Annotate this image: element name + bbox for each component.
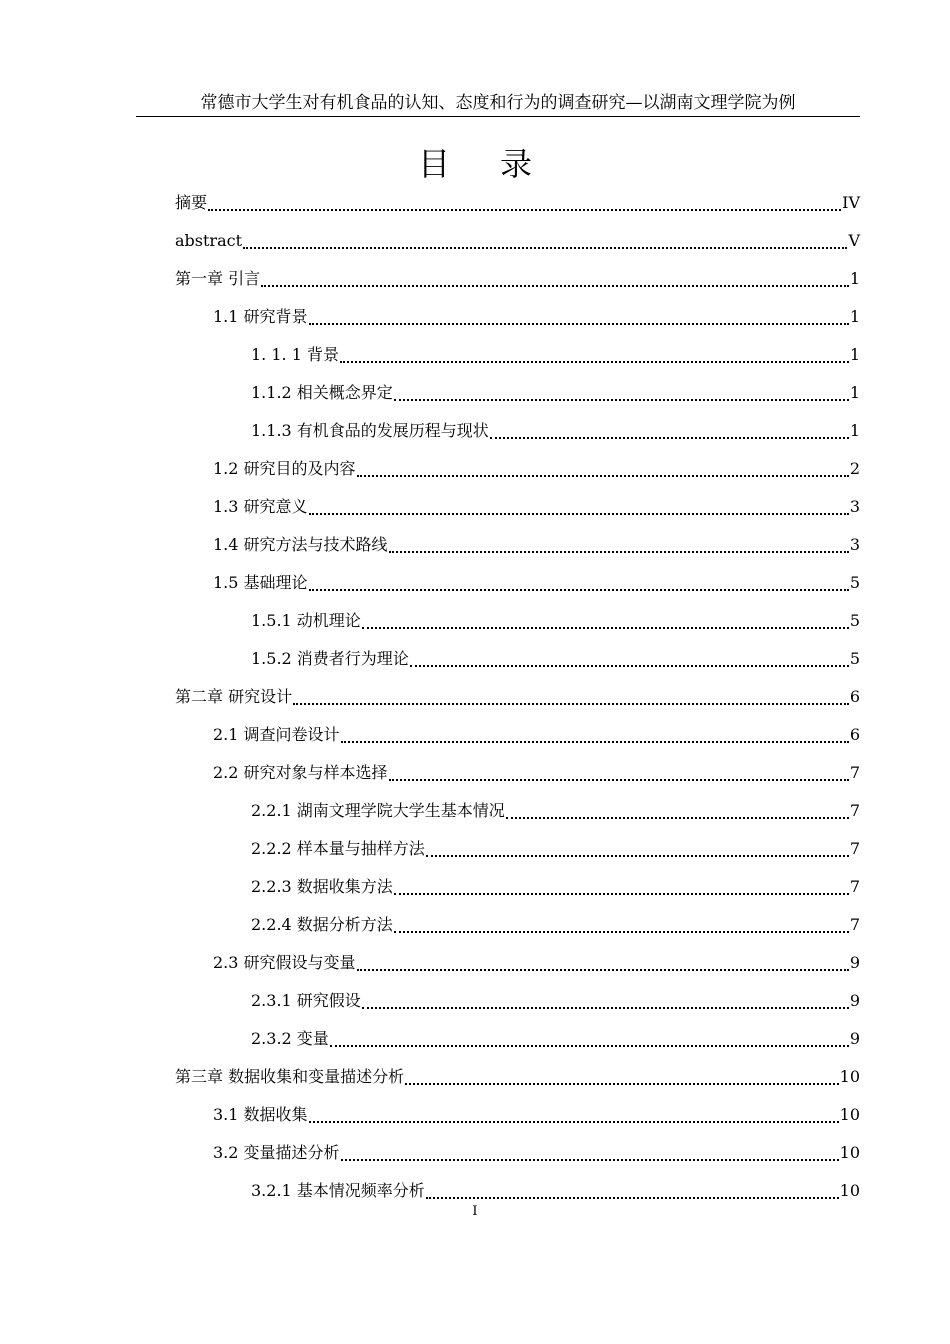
dot-leader (309, 493, 849, 515)
toc-entry-label: 摘要 (175, 193, 208, 212)
toc-entry-page: 7 (849, 839, 860, 858)
dot-leader (506, 797, 849, 819)
toc-entry[interactable] (213, 950, 860, 974)
toc-entry-label: 3.1 数据收集 (213, 1105, 308, 1124)
toc-entry[interactable] (175, 1064, 860, 1088)
toc-entry-label: 2.2 研究对象与样本选择 (213, 763, 388, 782)
dot-leader (394, 379, 849, 401)
toc-entry[interactable] (175, 266, 860, 290)
dot-leader (362, 607, 849, 629)
toc-entry[interactable] (213, 304, 860, 328)
toc-entry-page: 3 (849, 497, 860, 516)
toc-entry[interactable] (251, 342, 860, 366)
toc-entry-label: 3.2 变量描述分析 (213, 1143, 340, 1162)
toc-entry-page: 7 (849, 915, 860, 934)
toc-entry[interactable] (251, 874, 860, 898)
toc-entry-page: 6 (849, 687, 860, 706)
dot-leader (309, 1101, 839, 1123)
toc-entry-page: 1 (849, 307, 860, 326)
toc-entry-page: 5 (849, 573, 860, 592)
dot-leader (293, 683, 849, 705)
dot-leader (394, 911, 849, 933)
dot-leader (309, 303, 849, 325)
toc-entry[interactable] (251, 1178, 860, 1202)
dot-leader (309, 569, 849, 591)
toc-entry-label: 1.1.2 相关概念界定 (251, 383, 393, 402)
dot-leader (243, 227, 847, 249)
toc-title: 目录 (417, 145, 582, 183)
page-number: I (472, 1204, 478, 1219)
dot-leader (426, 1177, 839, 1199)
toc-entry-label: 1. 1. 1 背景 (251, 345, 339, 364)
toc-entry-label: 2.1 调查问卷设计 (213, 725, 340, 744)
toc-entry-label: 1.5.2 消费者行为理论 (251, 649, 409, 668)
toc-entry-label: 3.2.1 基本情况频率分析 (251, 1181, 425, 1200)
toc-entry-label: 2.2.4 数据分析方法 (251, 915, 393, 934)
toc-entry[interactable] (213, 570, 860, 594)
toc-entry[interactable] (251, 836, 860, 860)
toc-entry[interactable] (251, 646, 860, 670)
toc-entry[interactable] (175, 684, 860, 708)
toc-entry-label: 2.2.3 数据收集方法 (251, 877, 393, 896)
toc-entry-page: V (848, 231, 860, 250)
toc-entry[interactable] (251, 380, 860, 404)
toc-entry-page: 1 (849, 383, 860, 402)
toc-entry-label: 第二章 研究设计 (175, 687, 293, 706)
dot-leader (261, 265, 849, 287)
toc-entry[interactable] (251, 988, 860, 1012)
dot-leader (357, 949, 849, 971)
toc-entry-page: 3 (849, 535, 860, 554)
toc-entry[interactable] (213, 456, 860, 480)
toc-entry-page: 5 (849, 611, 860, 630)
toc-entry-page: 5 (849, 649, 860, 668)
toc-entry-page: IV (842, 193, 860, 212)
dot-leader (389, 759, 849, 781)
toc-entry-page: 9 (849, 991, 860, 1010)
dot-leader (490, 417, 849, 439)
dot-leader (340, 341, 849, 363)
toc-entry[interactable] (251, 608, 860, 632)
toc-entry[interactable] (251, 912, 860, 936)
dot-leader (341, 1139, 839, 1161)
toc-entry-label: 1.4 研究方法与技术路线 (213, 535, 388, 554)
toc-entry-page: 1 (849, 421, 860, 440)
toc-entry-page: 7 (849, 763, 860, 782)
toc-entry-page: 10 (839, 1143, 860, 1162)
dot-leader (410, 645, 849, 667)
toc-entry-page: 10 (839, 1181, 860, 1200)
toc-entry-page: 10 (839, 1105, 860, 1124)
toc-entry[interactable] (213, 1140, 860, 1164)
toc-entry[interactable] (251, 798, 860, 822)
toc-entry-label: 1.2 研究目的及内容 (213, 459, 356, 478)
dot-leader (330, 1025, 849, 1047)
toc-entry[interactable] (213, 722, 860, 746)
dot-leader (389, 531, 849, 553)
toc-entry-label: abstract (175, 231, 242, 250)
dot-leader (357, 455, 849, 477)
toc-entry-label: 1.5.1 动机理论 (251, 611, 361, 630)
toc-entry-label: 1.1.3 有机食品的发展历程与现状 (251, 421, 489, 440)
dot-leader (208, 189, 841, 211)
toc-entry-page: 10 (839, 1067, 860, 1086)
toc-entry-label: 第三章 数据收集和变量描述分析 (175, 1067, 405, 1086)
toc-entry[interactable] (251, 418, 860, 442)
toc-entry-page: 7 (849, 877, 860, 896)
toc-entry-label: 2.2.2 样本量与抽样方法 (251, 839, 425, 858)
toc-entry-page: 9 (849, 953, 860, 972)
toc-entry-page: 9 (849, 1029, 860, 1048)
toc-entry-label: 2.3 研究假设与变量 (213, 953, 356, 972)
toc-entry[interactable] (213, 532, 860, 556)
toc-entry-label: 2.3.2 变量 (251, 1029, 329, 1048)
dot-leader (362, 987, 849, 1009)
dot-leader (341, 721, 849, 743)
toc-entry-page: 6 (849, 725, 860, 744)
toc-entry-label: 2.3.1 研究假设 (251, 991, 361, 1010)
toc-entry-page: 1 (849, 345, 860, 364)
toc-entry-label: 1.1 研究背景 (213, 307, 308, 326)
toc-entry-label: 1.5 基础理论 (213, 573, 308, 592)
toc-entry[interactable] (175, 190, 860, 214)
dot-leader (426, 835, 849, 857)
toc-entry[interactable] (251, 1026, 860, 1050)
dot-leader (405, 1063, 839, 1085)
toc-entry[interactable] (213, 494, 860, 518)
toc-entry-page: 2 (849, 459, 860, 478)
toc-entry-page: 1 (849, 269, 860, 288)
toc-entry[interactable] (213, 1102, 860, 1126)
toc-entry-label: 1.3 研究意义 (213, 497, 308, 516)
toc-entry[interactable] (175, 228, 860, 252)
toc-entry-page: 7 (849, 801, 860, 820)
toc-entry-label: 第一章 引言 (175, 269, 261, 288)
toc-entry-label: 2.2.1 湖南文理学院大学生基本情况 (251, 801, 505, 820)
dot-leader (394, 873, 849, 895)
running-header: 常德市大学生对有机食品的认知、态度和行为的调查研究—以湖南文理学院为例 (136, 92, 860, 117)
toc-entry[interactable] (213, 760, 860, 784)
